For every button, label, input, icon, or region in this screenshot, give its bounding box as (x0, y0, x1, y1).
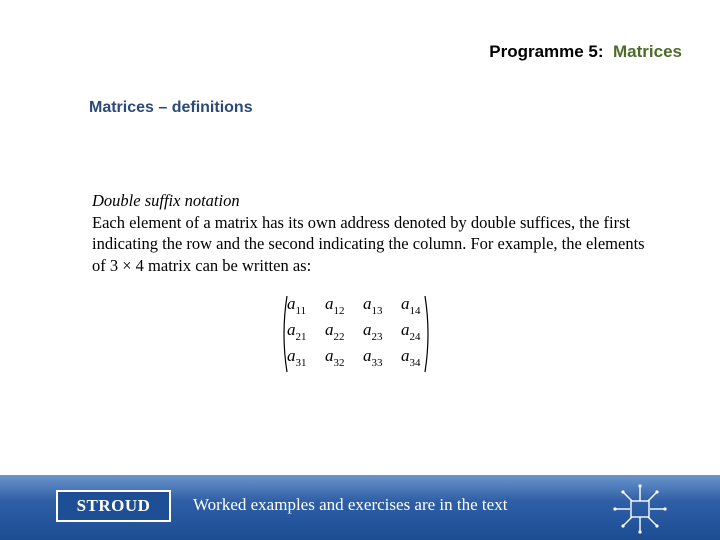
body-text (92, 190, 662, 276)
programme-label: Programme 5: (489, 42, 604, 61)
matrix-element-suffix: 32 (333, 357, 345, 369)
matrix-element-suffix: 21 (295, 331, 307, 343)
matrix-element-variable: a (287, 294, 296, 313)
matrix-element-suffix: 31 (295, 357, 307, 369)
matrix-element-suffix: 34 (409, 357, 421, 369)
matrix-element-suffix: 22 (333, 331, 345, 343)
matrix-element-variable: a (401, 346, 410, 365)
programme-topic: Matrices (613, 42, 682, 61)
matrix-element (287, 346, 307, 369)
matrix-element-variable: a (363, 320, 372, 339)
matrix-element (363, 346, 383, 369)
matrix-element (325, 294, 345, 317)
matrix-element-suffix: 14 (409, 305, 421, 317)
matrix-element-variable: a (401, 294, 410, 313)
matrix-element (287, 320, 307, 343)
matrix-element-variable: a (325, 346, 334, 365)
matrix-element-variable: a (325, 320, 334, 339)
right-bracket (425, 296, 428, 372)
footer-bar (0, 475, 720, 540)
matrix-element (325, 346, 345, 369)
matrix-element-variable: a (287, 320, 296, 339)
matrix-element (401, 320, 421, 343)
subhead: Double suffix notation (92, 191, 240, 210)
body-paragraph: Each element of a matrix has its own address denoted by double suffices, the first indicating the row and the second indicating the column. For example, the elements of 3 × 4 matrix can be written as: (92, 212, 645, 275)
matrix-element-suffix: 33 (371, 357, 383, 369)
matrix-element-variable: a (287, 346, 296, 365)
matrix-element (287, 294, 307, 317)
matrix-element-variable: a (325, 294, 334, 313)
matrix-element (401, 346, 421, 369)
matrix-element-suffix: 11 (295, 305, 307, 317)
footer-text: Worked examples and exercises are in the text (193, 495, 508, 514)
matrix-element-variable: a (363, 346, 372, 365)
section-title: Matrices – definitions (89, 99, 253, 116)
matrix-element-variable: a (401, 320, 410, 339)
matrix-element (401, 294, 421, 317)
matrix-element-suffix: 24 (409, 331, 421, 343)
matrix-element-suffix: 12 (333, 305, 345, 317)
matrix-element (325, 320, 345, 343)
programme-header (489, 42, 682, 62)
matrix-element (363, 294, 383, 317)
compass-logo-icon (610, 483, 670, 535)
matrix-3x4 (280, 294, 432, 374)
stroud-label: STROUD (76, 496, 151, 515)
matrix-element-suffix: 13 (371, 305, 383, 317)
stroud-logo-box[interactable] (56, 490, 171, 522)
matrix-element-suffix: 23 (371, 331, 383, 343)
matrix-element-variable: a (363, 294, 372, 313)
matrix-element (363, 320, 383, 343)
